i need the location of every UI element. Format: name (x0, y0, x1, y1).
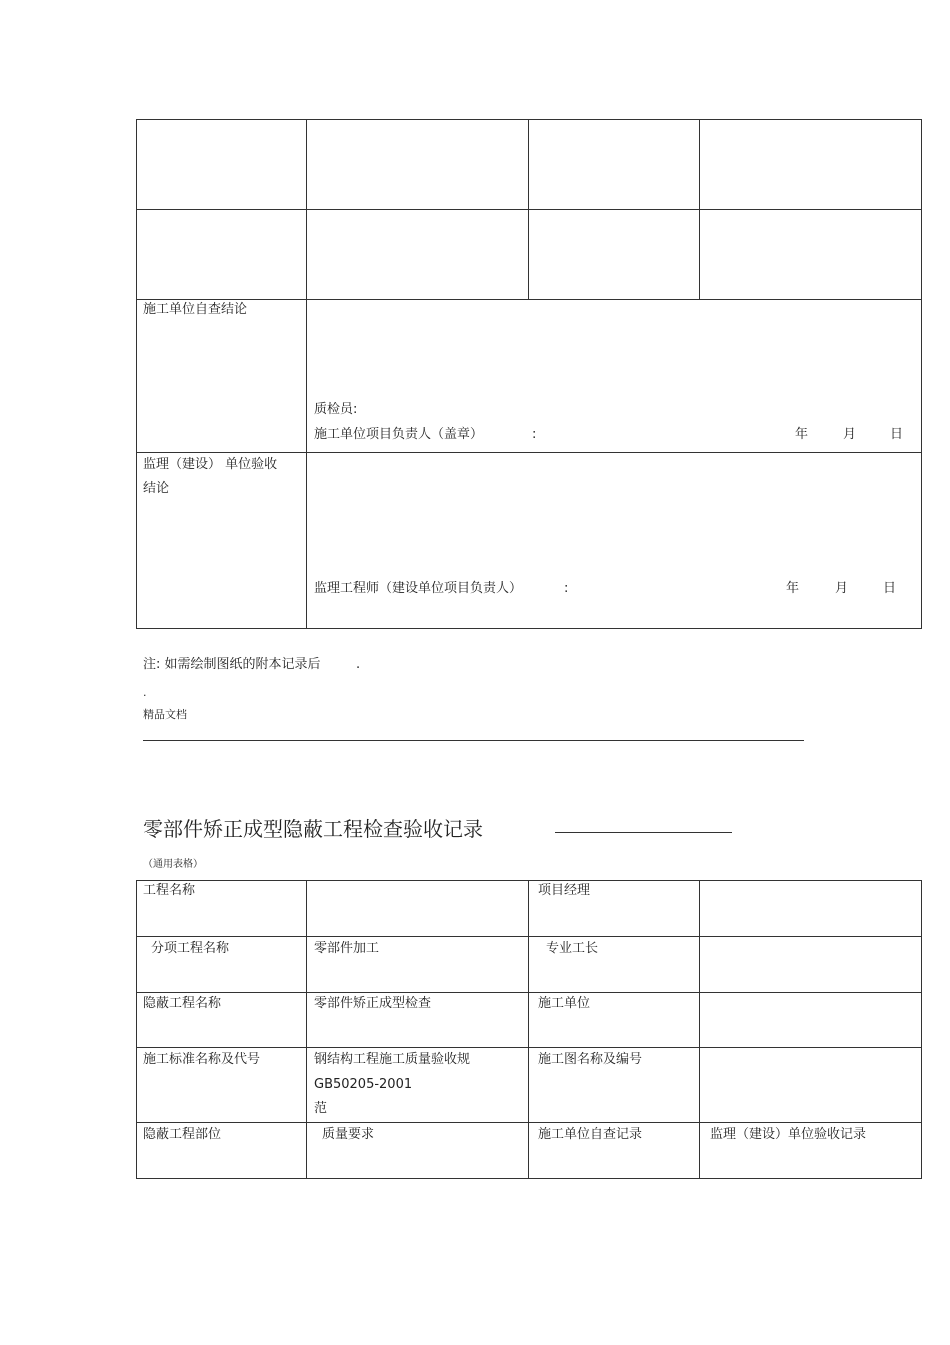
table-border (136, 628, 922, 629)
title-underline (555, 832, 732, 833)
table-border (699, 880, 700, 1179)
table-border (306, 119, 307, 629)
date-month: 月 (835, 581, 849, 596)
table-border (136, 209, 922, 210)
table-border (136, 1122, 922, 1123)
table-border (136, 452, 922, 453)
table-cell: 施工标准名称及代号 (143, 1052, 261, 1067)
table-cell: 零部件矫正成型检查 (314, 996, 432, 1011)
table-cell: 施工单位自查记录 (538, 1127, 643, 1142)
date-day: 日 (883, 581, 897, 596)
small-dot: . (143, 686, 147, 699)
table-cell: GB50205-2001 (314, 1077, 413, 1092)
date-month: 月 (843, 427, 857, 442)
table-border (528, 880, 529, 1179)
table-cell: 质量要求 (322, 1127, 375, 1142)
table-border (528, 119, 529, 300)
table-border (136, 880, 137, 1179)
note-text: 注: 如需绘制图纸的附本记录后 (143, 657, 321, 672)
table-cell: 监理（建设）单位验收记录 (710, 1127, 867, 1142)
table-border (136, 119, 137, 629)
table-cell: 工程名称 (143, 883, 196, 898)
table-cell: 分项工程名称 (151, 941, 230, 956)
footer-label: 精品文档 (143, 708, 187, 721)
table-border (921, 119, 922, 629)
table-border (136, 936, 922, 937)
date-day: 日 (890, 427, 904, 442)
table-border (136, 299, 922, 300)
table-border (921, 880, 922, 1179)
table-cell: 隐蔽工程名称 (143, 996, 222, 1011)
table-border (136, 1178, 922, 1179)
supervision-label-2: 结论 (143, 481, 170, 496)
table-cell: 范 (314, 1101, 328, 1116)
page-title: 零部件矫正成型隐蔽工程检查验收记录 (143, 817, 483, 841)
footer-rule (143, 740, 804, 741)
inspector-label: 质检员: (314, 402, 358, 417)
table-border (699, 119, 700, 300)
table-border (136, 992, 922, 993)
supervision-label: 监理（建设） 单位验收 (143, 457, 278, 472)
table-border (136, 880, 922, 881)
table-border (136, 1047, 922, 1048)
table-border (136, 119, 922, 120)
manager-label: 施工单位项目负责人（盖章） (314, 427, 484, 442)
table-cell: 零部件加工 (314, 941, 380, 956)
manager-colon: : (532, 427, 537, 442)
engineer-colon: : (564, 581, 569, 596)
engineer-label: 监理工程师（建设单位项目负责人） (314, 581, 523, 596)
date-year: 年 (786, 581, 800, 596)
note-dot: . (356, 657, 361, 672)
table-cell: 隐蔽工程部位 (143, 1127, 222, 1142)
date-year: 年 (795, 427, 809, 442)
table-border (306, 880, 307, 1179)
subtitle: （通用表格） (143, 859, 203, 870)
table-cell: 钢结构工程施工质量验收规 (314, 1052, 471, 1067)
table-cell: 专业工长 (546, 941, 599, 956)
table-cell: 项目经理 (538, 883, 591, 898)
table-cell: 施工图名称及编号 (538, 1052, 643, 1067)
table-cell: 施工单位 (538, 996, 591, 1011)
self-check-label: 施工单位自查结论 (143, 302, 248, 317)
